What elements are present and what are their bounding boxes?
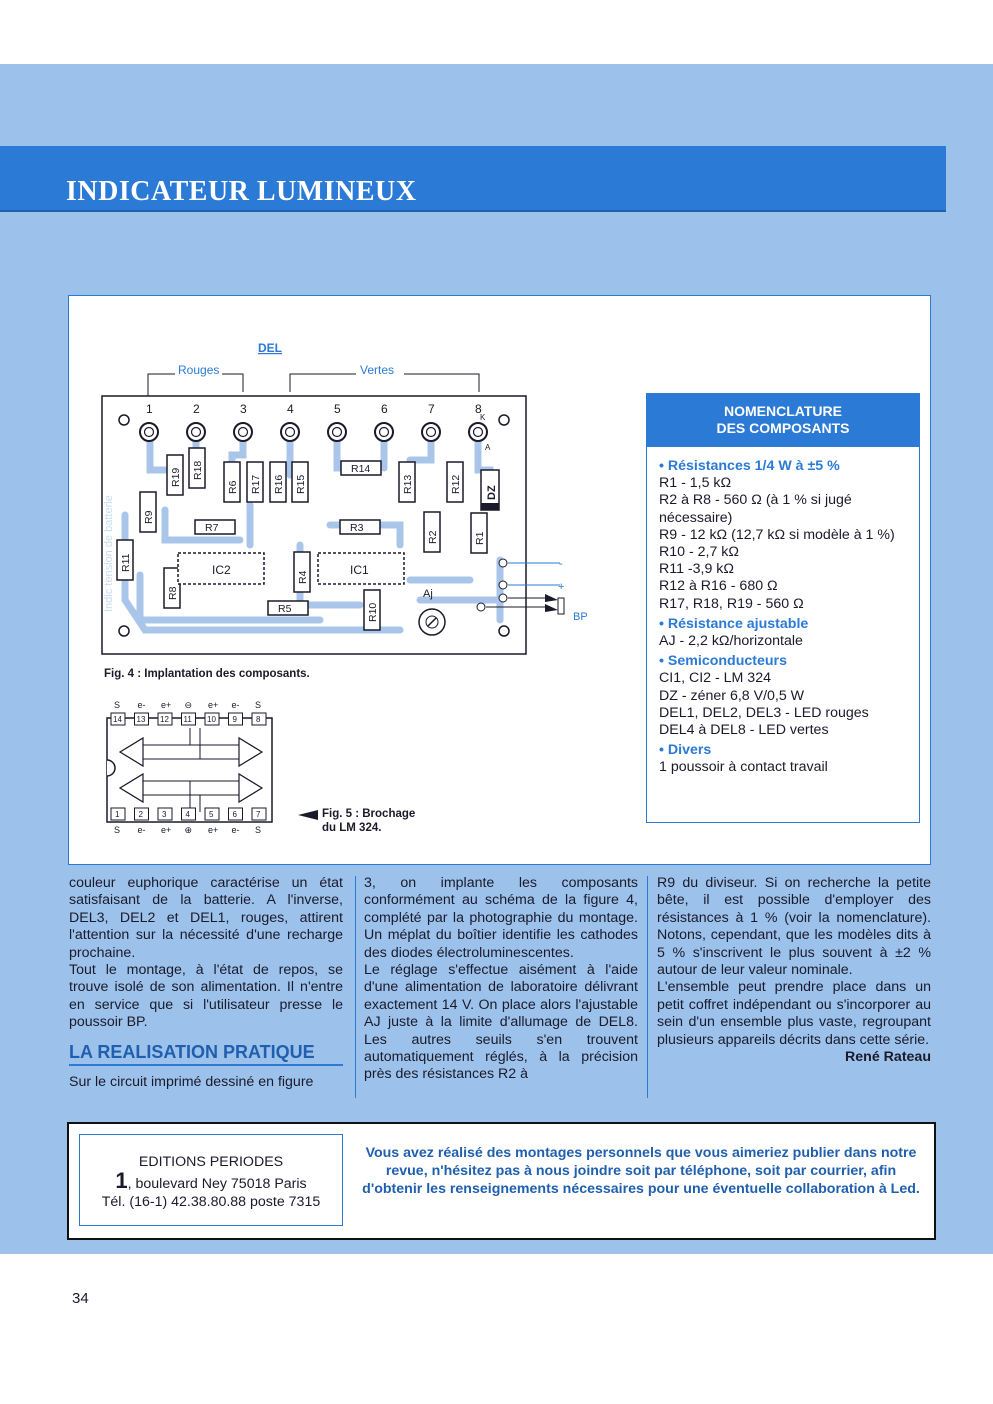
paragraph: 3, on implante les composants conformément au schéma de la figure 4, complété par la photographie du montage. Un méplat du boîtier identifie les cathodes des diodes électroluminescentes. <box>364 875 638 961</box>
resistor-label: R5 <box>278 603 292 615</box>
led-number-label: 1 <box>146 402 153 416</box>
led-number-label: 2 <box>193 402 200 416</box>
resistor-label: R3 <box>350 522 364 534</box>
led-number-label: 3 <box>240 402 247 416</box>
bp-label: BP <box>573 611 588 623</box>
text-column-2 <box>364 875 638 1084</box>
resistor-label: R14 <box>351 463 371 475</box>
contribution-callout: Vous avez réalisé des montages personnels que vous aimeriez publier dans notre revue, n'hésitez pas à nous joindre soit par téléphone, soit par courrier, afin d'obtenir les renseignements nécessaires pour une éventuelle collaboration à Led. <box>362 1145 920 1197</box>
paragraph: L'ensemble peut prendre place dans un petit coffret indépendant ou s'incorporer au sein d'un ensemble plus vaste, regroupant plusieurs appareils décrits dans cette série. <box>657 979 931 1048</box>
resistor-label: R10 <box>367 602 379 622</box>
column-divider <box>647 876 648 1098</box>
del-label: DEL <box>258 341 282 355</box>
pin-number: 13 <box>136 715 146 724</box>
vertes-bracket-left <box>290 374 356 392</box>
nomenclature-title <box>647 394 919 447</box>
vertes-bracket-right <box>404 374 479 392</box>
publisher-address <box>79 1134 343 1226</box>
dz-label: DZ <box>486 485 498 500</box>
nomenclature-item: CI1, CI2 - LM 324 <box>659 670 771 687</box>
rouges-label: Rouges <box>178 363 220 377</box>
paragraph: R9 du diviseur. Si on recherche la petite bête, il est possible d'employer des résistances à 1 % (voir la nomenclature). Notons, cependant, que les modèles dits à 5 % s'inscrivent le plus souvent à ±2 % autour de leur valeur nominale. <box>657 875 931 979</box>
pin-number: 9 <box>232 715 237 724</box>
nomenclature-item: R10 - 2,7 kΩ <box>659 544 739 561</box>
pin-signal-label: e+ <box>161 825 172 835</box>
pin-signal-label: e+ <box>161 700 172 710</box>
pin-signal-label: e- <box>137 700 146 710</box>
nomenclature-section-heading: • Semiconducteurs <box>659 653 787 670</box>
text-column-1 <box>69 875 343 1091</box>
resistor-label: R13 <box>402 474 414 494</box>
pin-number: 5 <box>209 810 214 819</box>
pad-bp-2 <box>477 603 485 611</box>
paragraph: Le réglage s'effectue aisément à l'aide d'une alimentation de laboratoire délivrant exactement 14 V. On place alors l'ajustable AJ juste à la limite d'allumage de DEL8. Les autres seuils s'en trouvent automatiquement réglés, à la précision près des résistances R2 à <box>364 962 638 1083</box>
pin-number: 4 <box>185 810 190 819</box>
led-pad <box>474 428 483 437</box>
pin-signal-label: ⊕ <box>184 825 193 835</box>
publisher-name: EDITIONS PERIODES <box>138 1154 284 1170</box>
pin-signal-label: S <box>255 825 262 835</box>
pin-number: 8 <box>256 715 261 724</box>
page-number: 34 <box>72 1290 89 1307</box>
pin-signal-label: ⊖ <box>184 700 193 710</box>
nomenclature-item: R2 à R8 - 560 Ω (à 1 % si jugé nécessaire) <box>659 492 852 526</box>
pin-signal-label: e- <box>231 700 240 710</box>
nomenclature-title-line2: DES COMPOSANTS <box>716 420 850 436</box>
nomenclature-title-line1: NOMENCLATURE <box>724 403 842 419</box>
pin-number: 2 <box>138 810 143 819</box>
arrow-icon <box>545 594 558 602</box>
address-number: 1 <box>115 1167 128 1193</box>
nomenclature-item: R9 - 12 kΩ (12,7 kΩ si modèle à 1 %) <box>659 526 895 543</box>
led-pad <box>333 428 342 437</box>
pin-signal-label: e+ <box>208 700 219 710</box>
aj-label: Aj <box>423 588 433 600</box>
arrow-icon <box>298 810 318 820</box>
led-pad <box>427 428 436 437</box>
resistor-label: R6 <box>227 480 239 494</box>
resistor-label: R12 <box>450 474 462 494</box>
arrow-icon <box>545 604 558 612</box>
publisher-phone: Tél. (16-1) 42.38.80.88 poste 7315 <box>101 1194 321 1210</box>
minus-label: - <box>559 558 563 570</box>
rouges-bracket-right <box>222 374 243 392</box>
pin-signal-label: S <box>114 825 121 835</box>
resistor-label: R18 <box>192 460 204 480</box>
nomenclature-section-heading: • Résistances 1/4 W à ±5 % <box>659 458 840 474</box>
pad-minus <box>499 559 507 567</box>
resistor-label: R17 <box>250 474 262 494</box>
ic1-label: IC1 <box>350 563 369 577</box>
resistor-label: R8 <box>167 586 179 600</box>
led-number-label: 8 <box>475 402 482 416</box>
plus-label: + <box>558 581 565 593</box>
nomenclature-list <box>647 447 919 777</box>
led-number-label: 6 <box>381 402 388 416</box>
pin-signal-label: S <box>114 700 121 710</box>
led-k-label: K <box>480 413 486 422</box>
pin-number: 1 <box>115 810 120 819</box>
resistor-label: R2 <box>427 530 439 544</box>
push-button-bp <box>558 598 564 614</box>
pin-number: 3 <box>162 810 167 819</box>
nomenclature-item: DZ - zéner 6,8 V/0,5 W <box>659 687 805 704</box>
resistor-label: R19 <box>170 467 182 487</box>
pin-number: 7 <box>256 810 261 819</box>
nomenclature-item: R1 - 1,5 kΩ <box>659 475 732 492</box>
figure5-caption-2: du LM 324. <box>322 822 382 834</box>
pin-number: 10 <box>207 715 216 724</box>
rouges-bracket-left <box>148 374 175 398</box>
column-divider <box>355 876 356 1098</box>
pad-plus <box>499 581 507 589</box>
pin-signal-label: S <box>255 700 262 710</box>
resistor-label: R1 <box>474 531 486 545</box>
board-watermark: Indic tension de batterie <box>103 495 115 612</box>
address-street: , boulevard Ney 75018 Paris <box>127 1175 307 1192</box>
resistor-label: R16 <box>273 474 285 494</box>
pin-number: 11 <box>183 715 192 724</box>
pin-number: 14 <box>113 715 122 724</box>
figure5-caption-1: Fig. 5 : Brochage <box>322 808 416 820</box>
resistor-label: R4 <box>297 570 309 584</box>
nomenclature-item: DEL1, DEL2, DEL3 - LED rouges <box>659 704 869 721</box>
section-heading: LA REALISATION PRATIQUE <box>69 1044 343 1066</box>
led-number-label: 4 <box>287 402 294 416</box>
pin-signal-label: e- <box>231 825 240 835</box>
resistor-label: R7 <box>205 522 219 534</box>
nomenclature-section-heading: • Divers <box>659 742 712 759</box>
paragraph: Sur le circuit imprimé dessiné en figure <box>69 1074 314 1091</box>
led-a-label: A <box>485 443 491 452</box>
pad-bp-1 <box>499 594 507 602</box>
resistor-label: R11 <box>120 553 132 572</box>
led-number-label: 5 <box>334 402 341 416</box>
nomenclature-box <box>646 393 920 823</box>
ic2-label: IC2 <box>212 563 231 577</box>
text-column-3 <box>657 875 931 1066</box>
paragraph: Tout le montage, à l'état de repos, se trouve isolé de son alimentation. Il n'entre en service que si l'utilisateur presse le poussoir BP. <box>69 962 343 1031</box>
nomenclature-item: R11 -3,9 kΩ <box>659 561 735 578</box>
figure4-caption: Fig. 4 : Implantation des composants. <box>104 668 310 680</box>
pin-signal-label: e+ <box>208 825 219 835</box>
pin-number: 6 <box>232 810 237 819</box>
resistor-label: R9 <box>143 510 155 524</box>
paragraph: couleur euphorique caractérise un état satisfaisant de la batterie. A l'inverse, DEL3, DEL2 et DEL1, rouges, attirent l'attention sur la nécessité d'une recharge prochaine. <box>69 875 343 961</box>
resistor-label: R15 <box>295 474 307 494</box>
vertes-label: Vertes <box>360 363 395 377</box>
nomenclature-section-heading: • Résistance ajustable <box>659 615 809 632</box>
zener-band <box>481 503 499 510</box>
author-signature: René Rateau <box>845 1049 931 1066</box>
led-number-label: 7 <box>428 402 435 416</box>
nomenclature-item: R17, R18, R19 - 560 Ω <box>659 595 804 612</box>
nomenclature-item: R12 à R16 - 680 Ω <box>659 578 778 595</box>
pin-signal-label: e- <box>137 825 146 835</box>
pin-number: 12 <box>160 715 169 724</box>
article-title: INDICATEUR LUMINEUX <box>66 176 417 207</box>
led-pad <box>145 428 154 437</box>
led-pad <box>380 428 389 437</box>
led-pad <box>192 428 201 437</box>
nomenclature-item: 1 poussoir à contact travail <box>659 759 828 776</box>
lm324-pinout <box>107 700 272 835</box>
nomenclature-item: AJ - 2,2 kΩ/horizontale <box>659 633 803 650</box>
nomenclature-item: DEL4 à DEL8 - LED vertes <box>659 722 829 739</box>
led-pad <box>286 428 295 437</box>
led-pad <box>239 428 248 437</box>
